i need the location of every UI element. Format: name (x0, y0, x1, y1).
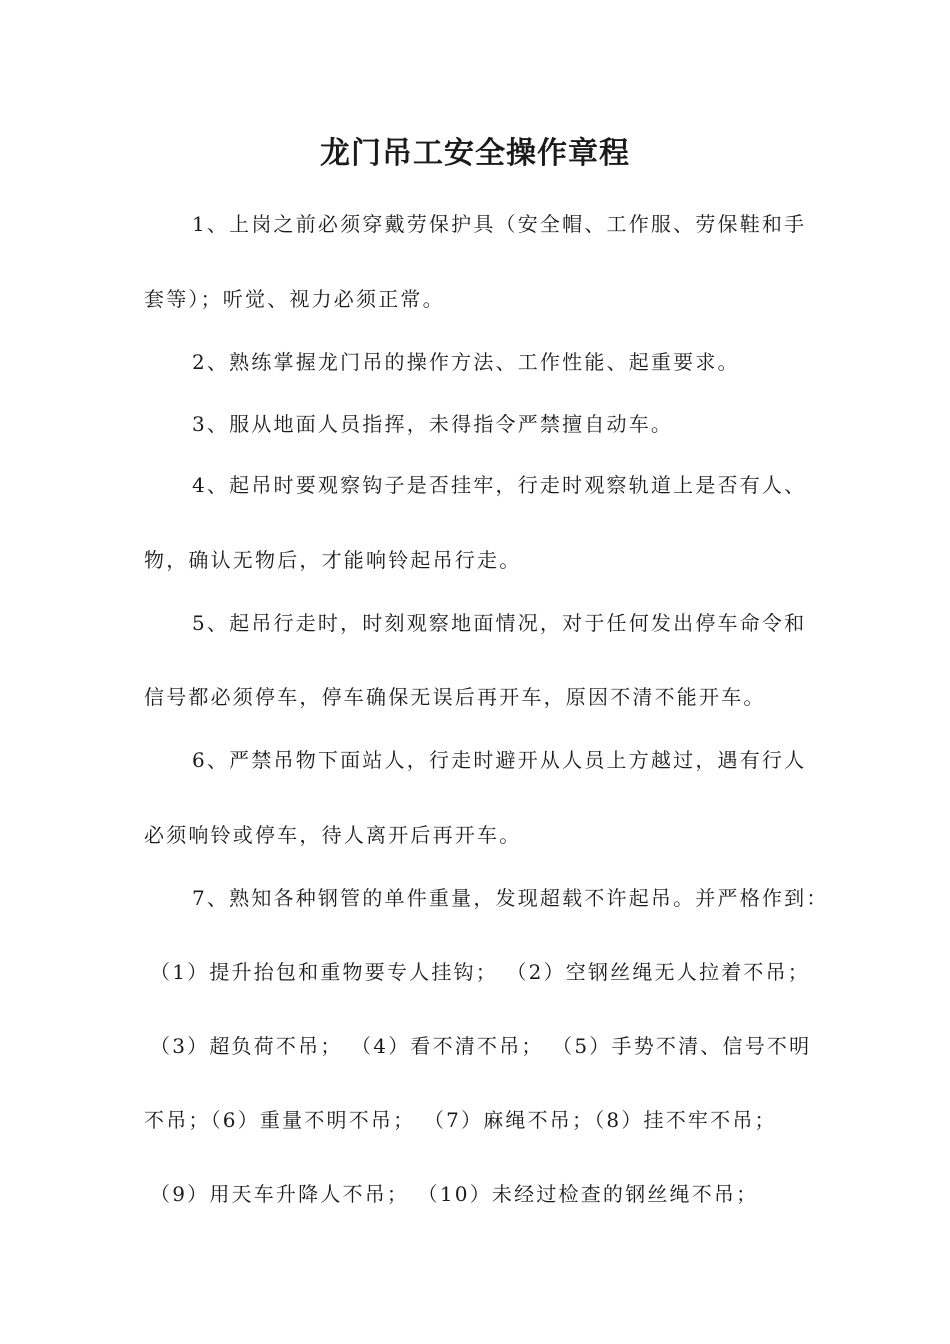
paragraph-line: 不吊；（6）重量不明不吊； （7）麻绳不吊；（8）挂不牢不吊； (144, 1108, 777, 1132)
paragraph-line: 1、上岗之前必须穿戴劳保护具（安全帽、工作服、劳保鞋和手 (192, 212, 807, 236)
paragraph-line: 必须响铃或停车，待人离开后再开车。 (144, 823, 522, 847)
paragraph-line: 套等）；听觉、视力必须正常。 (144, 287, 445, 311)
paragraph-line: （3）超负荷不吊； （4）看不清不吊； （5）手势不清、信号不明 (150, 1034, 812, 1058)
paragraph-line: 2、熟练掌握龙门吊的操作方法、工作性能、起重要求。 (192, 350, 740, 374)
paragraph-line: （9）用天车升降人不吊； （10）未经过检查的钢丝绳不吊； (150, 1182, 759, 1206)
page-title: 龙门吊工安全操作章程 (320, 136, 630, 171)
paragraph-line: 信号都必须停车，停车确保无误后再开车，原因不清不能开车。 (144, 685, 766, 709)
paragraph-line: 4、起吊时要观察钩子是否挂牢，行走时观察轨道上是否有人、 (192, 473, 807, 497)
paragraph-line: 物，确认无物后，才能响铃起吊行走。 (144, 548, 522, 572)
paragraph-line: 5、起吊行走时，时刻观察地面情况，对于任何发出停车命令和 (192, 611, 807, 635)
paragraph-line: 7、熟知各种钢管的单件重量，发现超载不许起吊。并严格作到： (192, 886, 829, 910)
paragraph-line: （1）提升抬包和重物要专人挂钩； （2）空钢丝绳无人拉着不吊； (150, 960, 811, 984)
paragraph-line: 3、服从地面人员指挥，未得指令严禁擅自动车。 (192, 412, 674, 436)
paragraph-line: 6、严禁吊物下面站人，行走时避开从人员上方越过，遇有行人 (192, 748, 807, 772)
